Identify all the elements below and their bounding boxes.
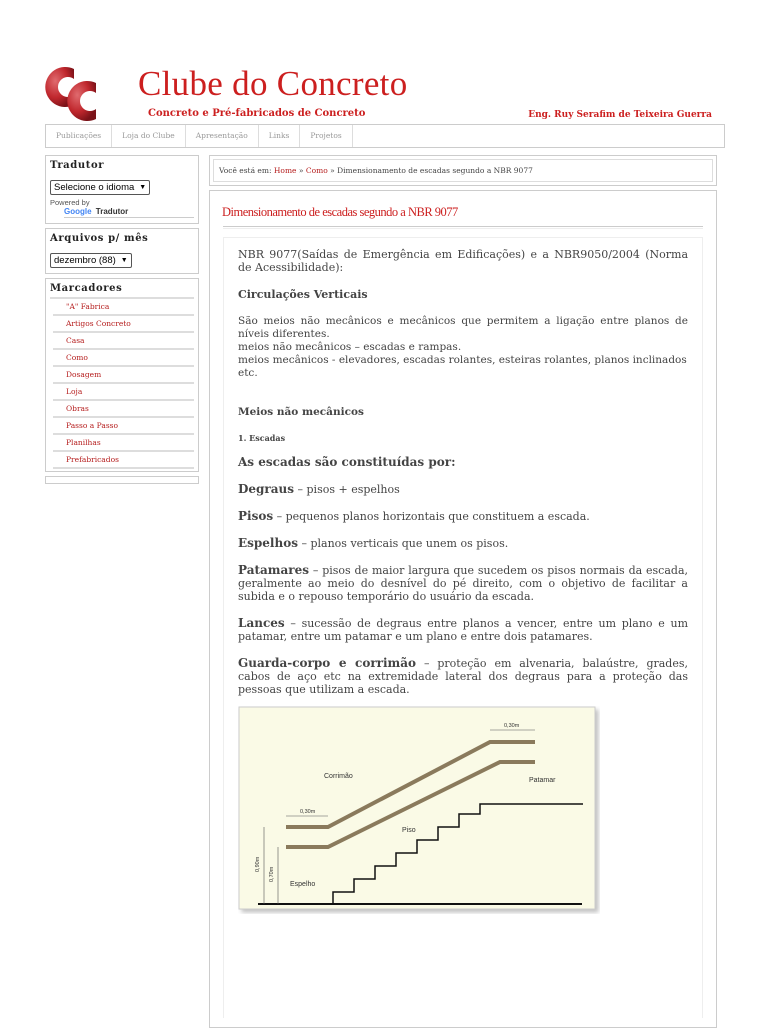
nav-item-projetos[interactable]: Projetos [300, 125, 352, 147]
archive-select[interactable] [50, 253, 132, 268]
label-item[interactable]: Artigos Concreto [53, 316, 194, 333]
circulacoes-line: São meios não mecânicos e mecânicos que permitem a ligação entre planos de níveis diferentes. [238, 315, 688, 340]
powered-by-label: Powered by [50, 198, 90, 207]
espelhos-paragraph [238, 537, 688, 550]
labels-title: Marcadores [50, 283, 194, 299]
label-item[interactable]: Casa [53, 333, 194, 350]
chevron-down-icon: ▼ [139, 184, 147, 191]
empty-widget [45, 476, 199, 484]
escadas-heading: 1. Escadas [238, 433, 286, 443]
pisos-definition: – pequenos planos horizontais que constituem a escada. [273, 510, 590, 523]
sidebar [45, 155, 199, 488]
breadcrumb-separator: » [330, 166, 335, 175]
google-logo: Google [64, 207, 92, 216]
label-item[interactable]: Obras [53, 401, 194, 418]
nav-item-links[interactable]: Links [259, 125, 301, 147]
patamar-label: Patamar [529, 777, 556, 784]
chevron-down-icon: ▼ [120, 257, 128, 264]
patamares-paragraph [238, 564, 688, 603]
espelho-label: Espelho [290, 881, 316, 888]
breadcrumb [209, 155, 717, 186]
label-item[interactable]: Como [53, 350, 194, 367]
lances-term: Lances [238, 616, 285, 630]
post-body [223, 237, 703, 1018]
lances-definition: – sucessão de degraus entre planos a vencer, entre um plano e um patamar, entre um patamar e um plano e entre dois patamares. [238, 617, 688, 643]
label-item[interactable]: Dosagem [53, 367, 194, 384]
pisos-term: Pisos [238, 509, 274, 523]
circulacoes-heading: Circulações Verticais [238, 288, 368, 301]
archive-select-value: dezembro (88) [54, 255, 116, 266]
degraus-definition: – pisos + espelhos [294, 483, 400, 496]
archive-title: Arquivos p/ mês [50, 233, 149, 244]
circulacoes-line: meios não mecânicos – escadas e rampas. [238, 341, 462, 353]
archive-widget [45, 228, 199, 274]
diagram-background [239, 707, 595, 909]
guarda-paragraph [238, 657, 688, 696]
breadcrumb-current: Dimensionamento de escadas segundo a NBR 9077 [337, 166, 533, 175]
degraus-paragraph [238, 483, 688, 496]
title-divider [223, 226, 703, 229]
language-select-value: Selecione o idioma [54, 182, 135, 193]
language-select[interactable] [50, 180, 150, 195]
dim-070-label: 0,70m [269, 866, 275, 882]
stair-diagram [238, 706, 600, 914]
google-translate-link[interactable] [64, 207, 194, 218]
post-title[interactable]: Dimensionamento de escadas segundo a NBR 9077 [222, 205, 458, 219]
labels-list [50, 299, 194, 469]
circulacoes-text [238, 315, 688, 380]
patamares-term: Patamares [238, 563, 309, 577]
site-logo[interactable] [44, 63, 106, 121]
guarda-term: Guarda-corpo e corrimão [238, 656, 417, 670]
translator-title: Tradutor [50, 160, 105, 171]
nav-item-loja[interactable]: Loja do Clube [112, 125, 186, 147]
pisos-paragraph [238, 510, 688, 523]
top-nav [45, 124, 725, 148]
label-item[interactable]: Passo a Passo [53, 418, 194, 435]
meios-heading: Meios não mecânicos [238, 406, 364, 418]
espelhos-definition: – planos verticais que unem os pisos. [297, 537, 509, 550]
degraus-term: Degraus [238, 482, 295, 496]
translate-label: Tradutor [95, 207, 129, 216]
dim-030-right-label: 0,30m [504, 723, 520, 729]
breadcrumb-home-link[interactable]: Home [273, 166, 297, 175]
label-item[interactable]: Loja [53, 384, 194, 401]
nav-item-publicacoes[interactable]: Publicações [46, 125, 112, 147]
label-item[interactable]: "A" Fabrica [53, 299, 194, 316]
circulacoes-line: meios mecânicos - elevadores, escadas rolantes, esteiras rolantes, planos inclinados etc. [238, 354, 687, 379]
constituidas-heading: As escadas são constituídas por: [238, 455, 456, 469]
espelhos-term: Espelhos [238, 536, 298, 550]
labels-widget [45, 278, 199, 472]
site-subtitle: Concreto e Pré-fabricados de Concreto [148, 108, 366, 119]
corrimao-label: Corrimão [324, 773, 353, 780]
breadcrumb-prefix: Você está em: [219, 166, 272, 175]
guarda-definition: – proteção em alvenaria, balaústre, grades, cabos de aço etc na extremidade lateral dos degraus para a proteção das pessoas que utilizam a escada. [238, 657, 689, 696]
label-item[interactable]: Planilhas [53, 435, 194, 452]
site-author: Eng. Ruy Serafim de Teixeira Guerra [528, 110, 712, 120]
label-item[interactable]: Prefabricados [53, 452, 194, 469]
piso-label: Piso [402, 827, 416, 834]
dim-090-label: 0,90m [255, 856, 261, 872]
nav-item-apresentacao[interactable]: Apresentação [186, 125, 259, 147]
breadcrumb-separator: » [298, 166, 304, 175]
lances-paragraph [238, 617, 688, 643]
breadcrumb-category-link[interactable]: Como [305, 166, 328, 175]
site-title[interactable]: Clube do Concreto [138, 64, 408, 103]
translator-widget [45, 155, 199, 224]
dim-030-left-label: 0,30m [300, 809, 316, 815]
post [209, 190, 717, 1028]
breadcrumb-inner [213, 159, 713, 182]
main-content [209, 155, 717, 1028]
intro-text: NBR 9077(Saídas de Emergência em Edificações) e a NBR9050/2004 (Norma de Acessibilidade): [238, 248, 688, 274]
patamares-definition: – pisos de maior largura que sucedem os pisos normais da escada, geralmente ao meio do desnível do pé direito, com o objetivo de facilitar a subida e o repouso temporário do usuário da escada. [238, 564, 688, 603]
site-header [44, 60, 724, 124]
